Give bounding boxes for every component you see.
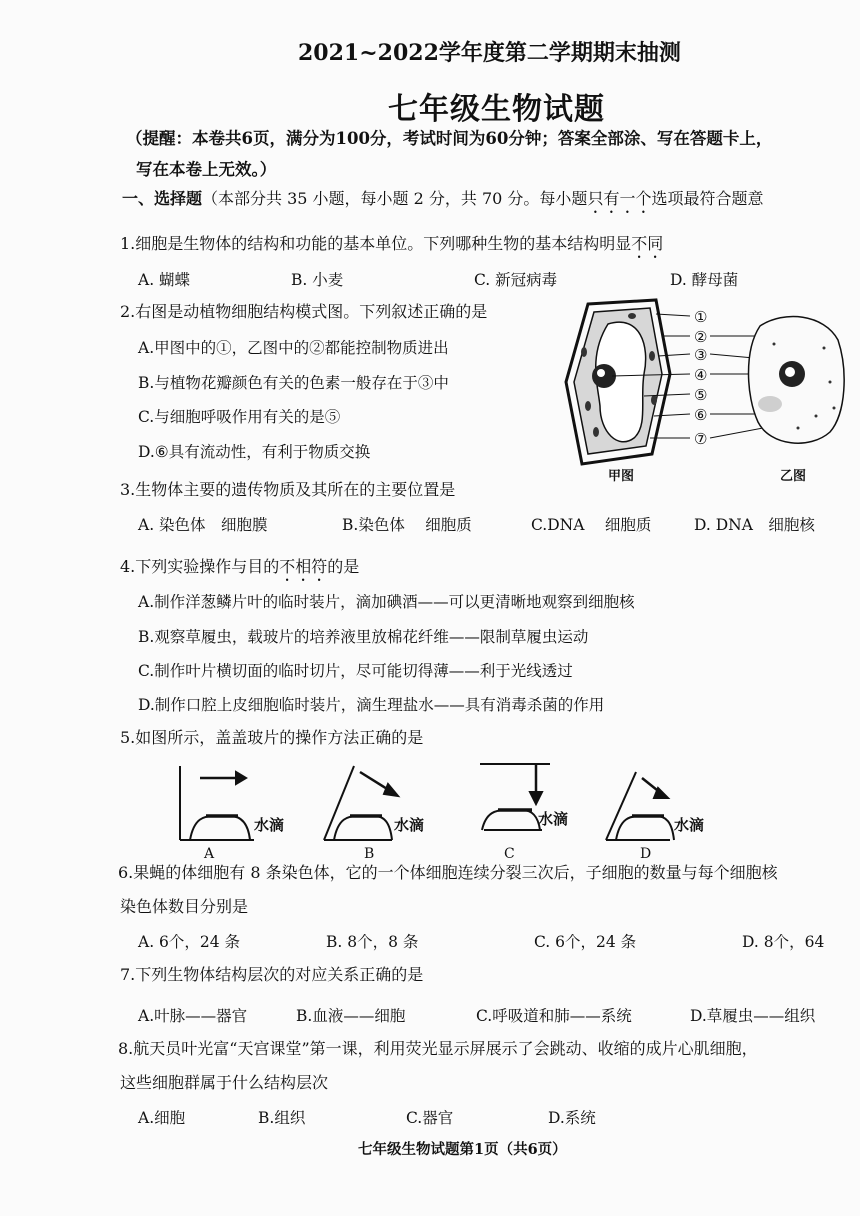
q4-option-c: C.制作叶片横切面的临时切片，尽可能切得薄——利于光线透过 [138, 662, 573, 680]
q8-option-a: A.细胞 [138, 1109, 186, 1127]
q4-stem-text-b: 的是 [327, 557, 360, 576]
water-label-a: 水滴 [254, 816, 285, 834]
caption-plant-cell: 甲图 [608, 469, 635, 484]
section-desc-a: （本部分共 35 小题，每小题 2 分，共 70 分。每小题 [202, 189, 588, 208]
q3-option-a: A. 染色体 细胞膜 [138, 516, 268, 534]
coverslip-method-a [180, 766, 254, 840]
q5-label-b: B [364, 846, 375, 862]
section-desc-emphasis: 只有一个 [587, 189, 652, 208]
question-6-stem-line-2: 染色体数目分别是 [120, 897, 249, 916]
water-label-d: 水滴 [674, 816, 705, 834]
q7-option-a: A.叶脉——器官 [138, 1007, 248, 1025]
q3-option-b: B.染色体 细胞质 [342, 516, 472, 534]
exam-headline: 2021~2022学年度第二学期期末抽测 [298, 40, 681, 66]
q5-label-d: D [640, 846, 652, 862]
q1-option-a: A. 蝴蝶 [138, 271, 191, 289]
q3-option-d: D. DNA 细胞核 [694, 516, 815, 534]
q2-option-a: A.甲图中的①，乙图中的②都能控制物质进出 [138, 339, 449, 357]
q3-option-c: C.DNA 细胞质 [531, 516, 652, 534]
question-2-stem: 2.右图是动植物细胞结构模式图。下列叙述正确的是 [120, 302, 488, 321]
coverslip-method-b [324, 766, 398, 840]
label-4: ④ [694, 366, 708, 384]
q8-option-c: C.器官 [406, 1109, 454, 1127]
question-7-stem: 7.下列生物体结构层次的对应关系正确的是 [120, 965, 424, 984]
q7-option-b: B.血液——细胞 [296, 1007, 406, 1025]
question-8-stem-line-1: 8.航天员叶光富“天宫课堂”第一课，利用荧光显示屏展示了会跳动、收缩的成片心肌细胞， [118, 1039, 758, 1058]
label-6: ⑥ [694, 406, 708, 424]
coverslip-figure [170, 758, 720, 862]
q4-option-d: D.制作口腔上皮细胞临时装片，滴生理盐水——具有消毒杀菌的作用 [138, 696, 605, 714]
notice-line-1: （提醒：本卷共6页，满分为100分，考试时间为60分钟；答案全部涂、写在答题卡上， [126, 129, 773, 148]
water-label-b: 水滴 [394, 816, 425, 834]
q7-option-d: D.草履虫——组织 [690, 1007, 816, 1025]
q4-stem-text-a: 4.下列实验操作与目的 [120, 557, 280, 576]
cell-structure-figure [548, 296, 848, 486]
q6-option-d: D. 8个，64 [742, 933, 825, 951]
q5-label-c: C [504, 846, 515, 862]
question-3-stem: 3.生物体主要的遗传物质及其所在的主要位置是 [120, 480, 456, 499]
q4-stem-emphasis: 不相符 [279, 557, 328, 576]
question-1-stem [120, 233, 663, 262]
label-3: ③ [694, 346, 708, 364]
question-5-stem: 5.如图所示，盖盖玻片的操作方法正确的是 [120, 728, 424, 747]
q2-option-c: C.与细胞呼吸作用有关的是⑤ [138, 408, 341, 426]
q7-option-c: C.呼吸道和肺——系统 [476, 1007, 632, 1025]
q4-option-b: B.观察草履虫，载玻片的培养液里放棉花纤维——限制草履虫运动 [138, 628, 589, 646]
question-6-stem-line-1: 6.果蝇的体细胞有 8 条染色体，它的一个体细胞连续分裂三次后，子细胞的数量与每个细胞核 [118, 863, 778, 882]
q8-option-d: D.系统 [548, 1109, 596, 1127]
notice-line-2: 写在本卷上无效。） [136, 160, 277, 179]
q2-option-d: D.⑥具有流动性，有利于物质交换 [138, 443, 371, 461]
q2-option-b: B.与植物花瓣颜色有关的色素一般存在于③中 [138, 374, 449, 392]
label-7: ⑦ [694, 430, 708, 448]
plant-cell-diagram [566, 300, 670, 464]
q6-option-a: A. 6个，24 条 [138, 933, 241, 951]
q1-option-d: D. 酵母菌 [670, 271, 739, 289]
question-8-stem-line-2: 这些细胞群属于什么结构层次 [120, 1073, 329, 1092]
section-1-heading [122, 188, 763, 217]
q5-label-a: A [204, 846, 215, 862]
q1-option-c: C. 新冠病毒 [474, 271, 558, 289]
caption-animal-cell: 乙图 [780, 469, 807, 484]
q1-stem-emphasis: 不同 [631, 234, 664, 253]
animal-cell-diagram [749, 317, 845, 444]
section-heading-label: 一、选择题 [122, 189, 203, 208]
coverslip-method-d [606, 772, 674, 840]
label-1: ① [694, 308, 708, 326]
q6-option-c: C. 6个，24 条 [534, 933, 637, 951]
question-4-stem [120, 556, 359, 585]
label-2: ② [694, 328, 708, 346]
q1-option-b: B. 小麦 [291, 271, 344, 289]
q8-option-b: B.组织 [258, 1109, 306, 1127]
q6-option-b: B. 8个，8 条 [326, 933, 419, 951]
q4-option-a: A.制作洋葱鳞片叶的临时装片，滴加碘酒——可以更清晰地观察到细胞核 [138, 593, 635, 611]
section-desc-b: 选项最符合题意 [651, 189, 764, 208]
page-footer: 七年级生物试题第1页（共6页） [358, 1141, 567, 1158]
q1-stem-text: 1.细胞是生物体的结构和功能的基本单位。下列哪种生物的基本结构明显 [120, 234, 632, 253]
page-title: 七年级生物试题 [388, 92, 605, 127]
water-label-c: 水滴 [538, 810, 569, 828]
label-5: ⑤ [694, 386, 708, 404]
